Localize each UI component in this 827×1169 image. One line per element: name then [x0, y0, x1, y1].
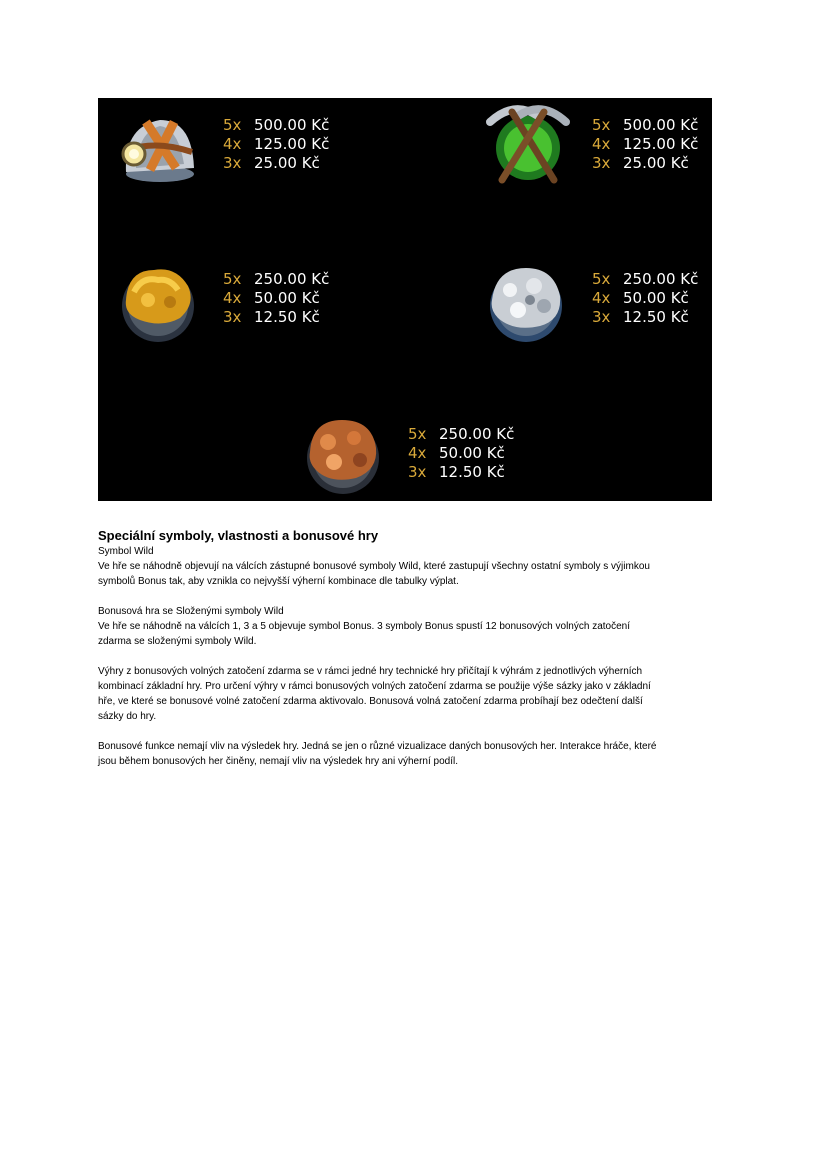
- wins-text-line: Výhry z bonusových volných zatočení zdarma se v rámci jedné hry technické hry přičítají k výhrám z jednotlivých výherních: [98, 666, 643, 677]
- pay-multiplier: 3x: [408, 463, 427, 481]
- pay-amount: 125.00 Kč: [254, 135, 330, 153]
- wins-text-line: hře, ve které se bonusové volné zatočení zdarma aktivovalo. Bonusová volná zatočení zdarma probíhají bez odečtení další: [98, 696, 643, 707]
- pay-amount: 250.00 Kč: [623, 270, 699, 288]
- bonus-title: Bonusová hra se Složenými symboly Wild: [98, 606, 284, 617]
- pay-amount: 50.00 Kč: [623, 289, 689, 307]
- crossed-pickaxes-icon: [484, 102, 572, 190]
- wins-text-line: kombinací základní hry. Pro určení výhry v rámci bonusových volných zatočení zdarma se použije výše sázky jako v základní: [98, 681, 651, 692]
- gold-nugget-icon: [118, 260, 198, 344]
- wild-text-line: Ve hře se náhodně objevují na válcích zástupné bonusové symboly Wild, které zastupují všechny ostatní symboly s výjimkou: [98, 561, 650, 572]
- paytable-image: [98, 98, 712, 501]
- pay-amount: 50.00 Kč: [439, 444, 505, 462]
- pay-amount: 250.00 Kč: [254, 270, 330, 288]
- wild-text-line: symbolů Bonus tak, aby vznikla co nejvyšší výherní kombinace dle tabulky výplat.: [98, 576, 459, 587]
- silver-nugget-icon: [484, 260, 568, 344]
- pay-multiplier: 3x: [592, 154, 611, 172]
- wild-title: Symbol Wild: [98, 546, 154, 557]
- pay-multiplier: 5x: [223, 116, 242, 134]
- pay-amount: 50.00 Kč: [254, 289, 320, 307]
- pay-multiplier: 3x: [223, 154, 242, 172]
- pay-multiplier: 3x: [592, 308, 611, 326]
- features-text-line: jsou během bonusových her činěny, nemají vliv na výsledek hry ani výherní podíl.: [98, 756, 459, 767]
- wins-text-line: sázky do hry.: [98, 711, 157, 722]
- pay-multiplier: 5x: [223, 270, 242, 288]
- features-text-line: Bonusové funkce nemají vliv na výsledek hry. Jedná se jen o různé vizualizace daných bonusových her. Interakce hráče, které: [98, 741, 657, 752]
- bonus-text-line: zdarma se složenými symboly Wild.: [98, 636, 257, 647]
- pay-amount: 12.50 Kč: [623, 308, 689, 326]
- pay-amount: 12.50 Kč: [254, 308, 320, 326]
- pay-amount: 25.00 Kč: [254, 154, 320, 172]
- pay-multiplier: 4x: [592, 289, 611, 307]
- pay-multiplier: 4x: [408, 444, 427, 462]
- pay-amount: 500.00 Kč: [623, 116, 699, 134]
- pay-multiplier: 4x: [592, 135, 611, 153]
- section-heading: Speciální symboly, vlastnosti a bonusové hry: [98, 528, 379, 543]
- pay-amount: 25.00 Kč: [623, 154, 689, 172]
- pay-amount: 250.00 Kč: [439, 425, 515, 443]
- pay-multiplier: 4x: [223, 135, 242, 153]
- copper-nugget-icon: [302, 412, 384, 496]
- pay-amount: 125.00 Kč: [623, 135, 699, 153]
- pay-multiplier: 3x: [223, 308, 242, 326]
- pay-amount: 12.50 Kč: [439, 463, 505, 481]
- miner-helmet-icon: [116, 106, 198, 188]
- bonus-text-line: Ve hře se náhodně na válcích 1, 3 a 5 objevuje symbol Bonus. 3 symboly Bonus spustí 12 bonusových volných zatočení: [98, 621, 630, 632]
- pay-multiplier: 5x: [592, 116, 611, 134]
- pay-amount: 500.00 Kč: [254, 116, 330, 134]
- pay-multiplier: 4x: [223, 289, 242, 307]
- pay-multiplier: 5x: [408, 425, 427, 443]
- pay-multiplier: 5x: [592, 270, 611, 288]
- rules-section: [98, 527, 728, 769]
